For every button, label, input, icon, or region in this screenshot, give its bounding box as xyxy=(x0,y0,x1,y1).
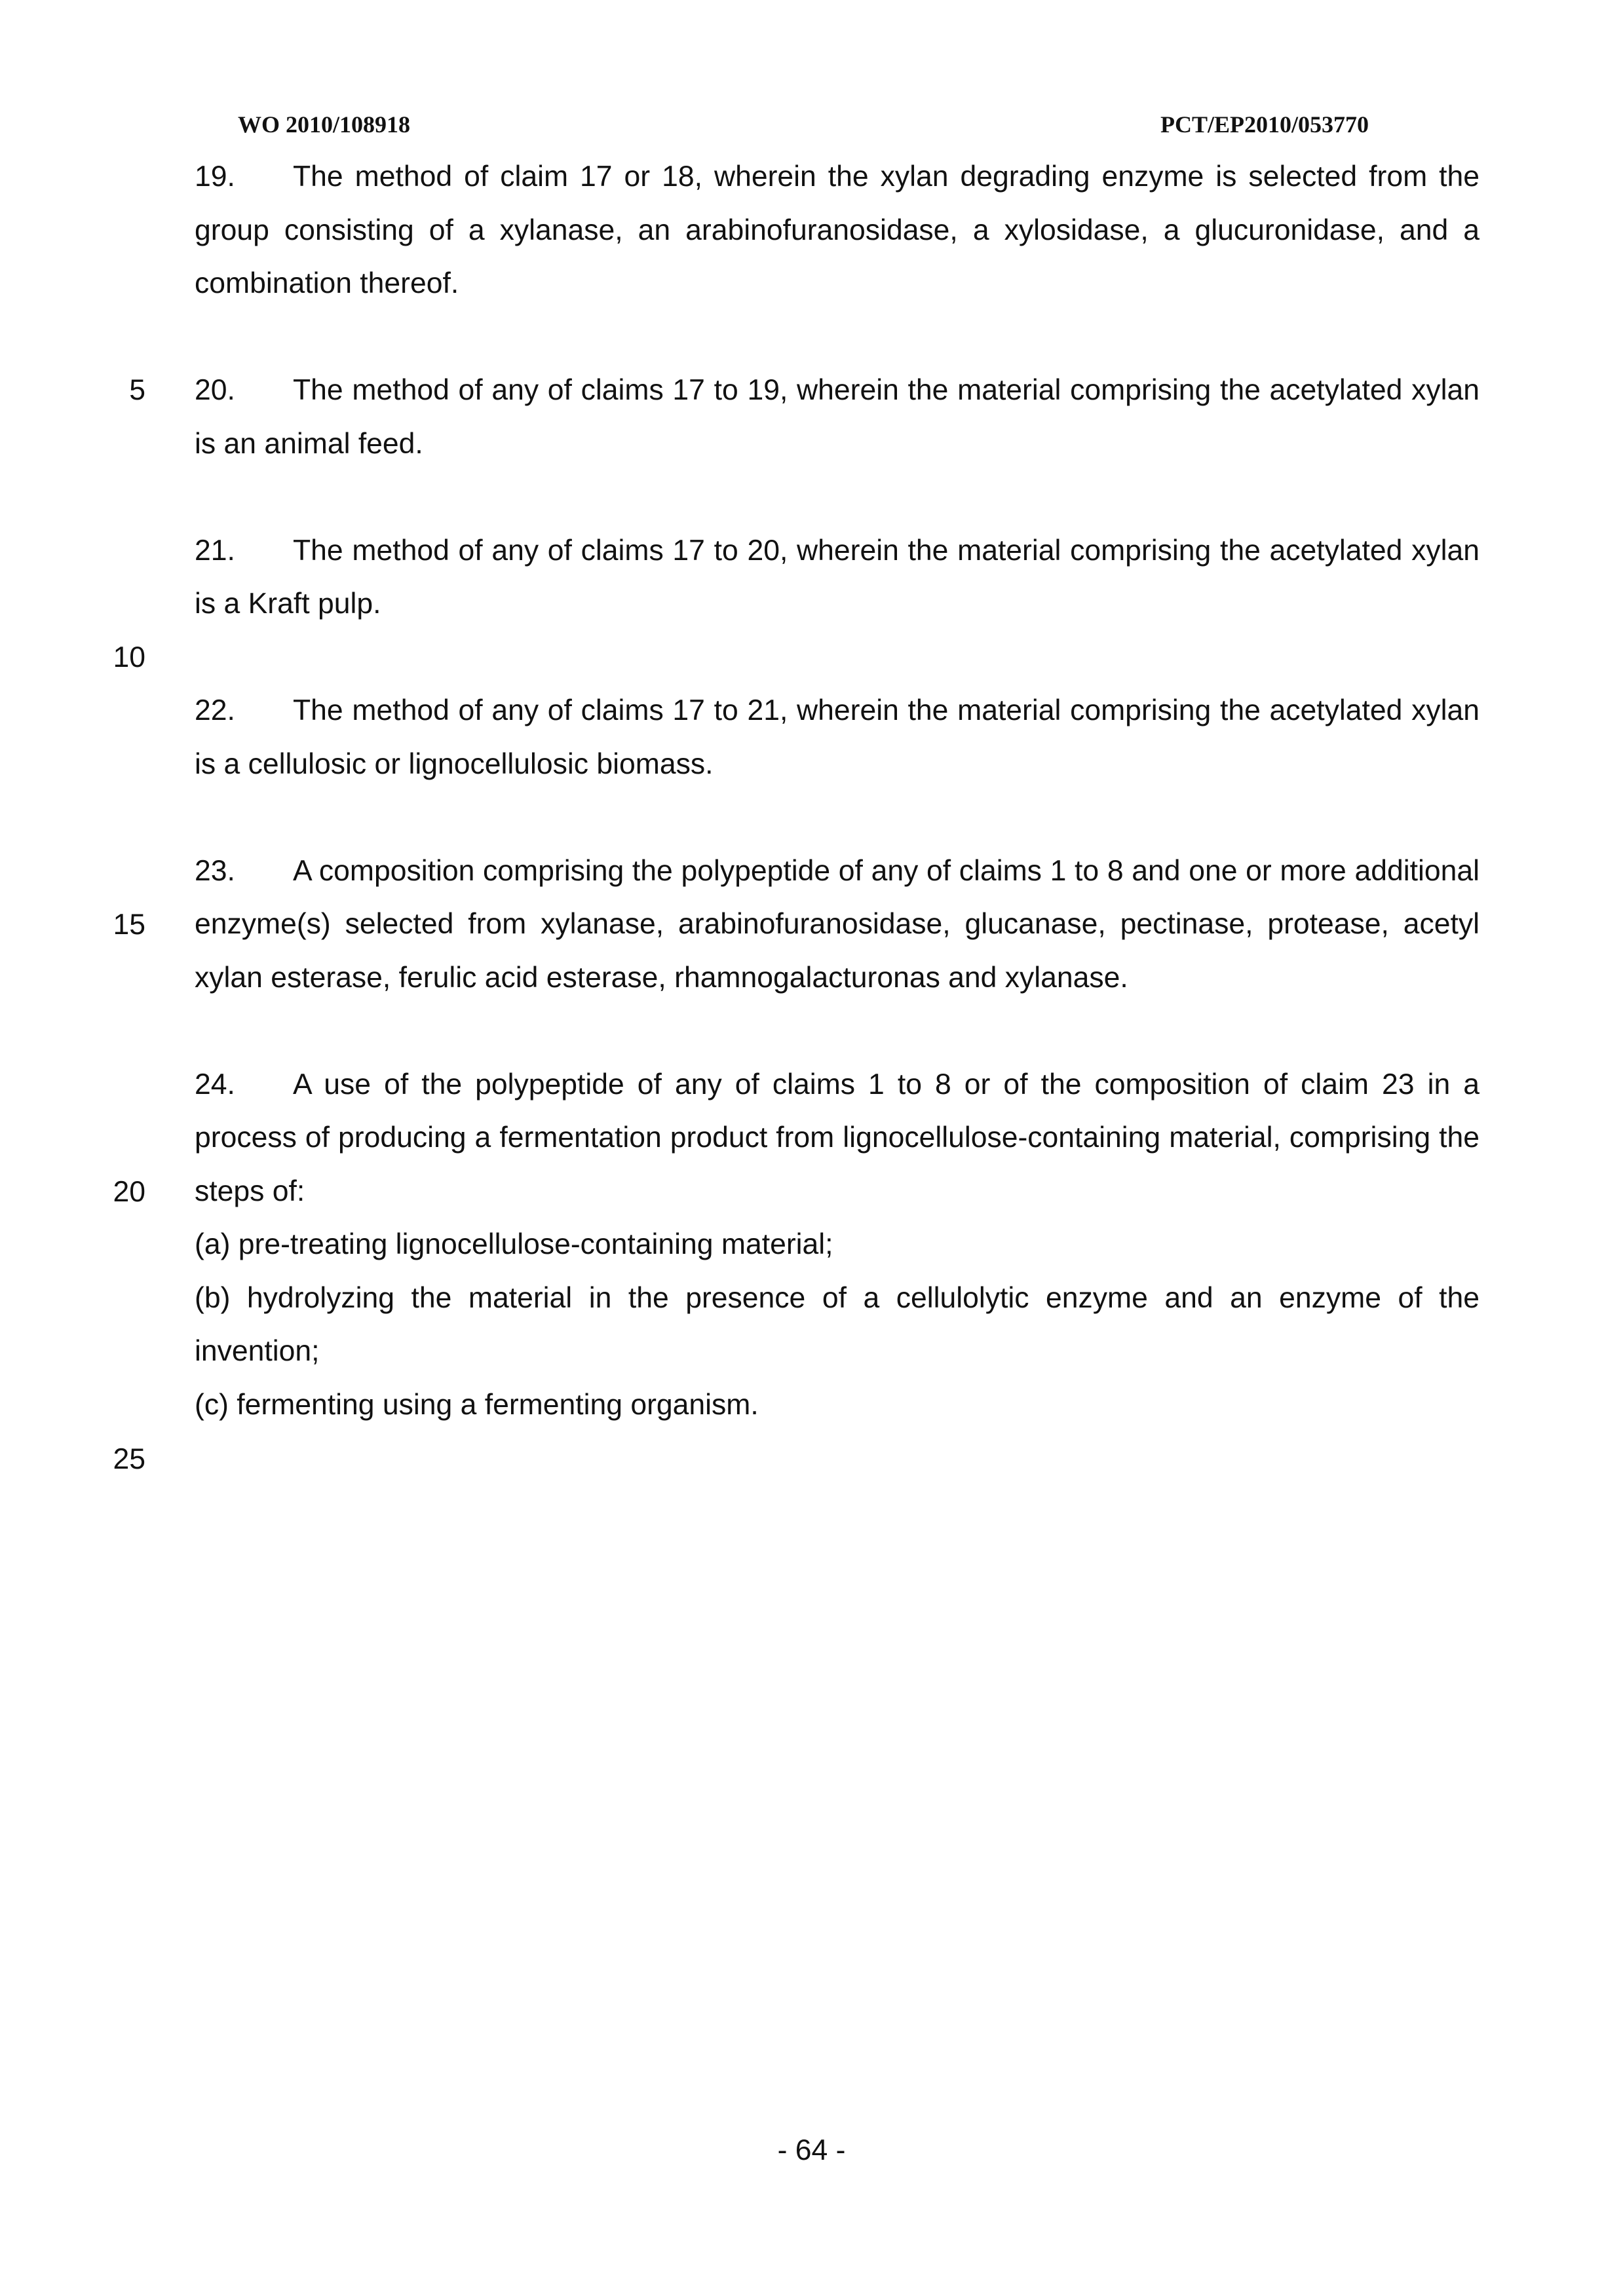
claim-step-c: (c) fermenting using a fermenting organism. xyxy=(195,1388,759,1421)
application-number: PCT/EP2010/053770 xyxy=(1160,111,1369,138)
claim-step-a: (a) pre-treating lignocellulose-containing material; xyxy=(195,1228,833,1260)
page-number: - 64 - xyxy=(777,2134,846,2166)
claims-section xyxy=(195,150,1480,1431)
claim-22 xyxy=(195,684,1480,791)
claim-text: The method of any of claims 17 to 19, wherein the material comprising the acetylated xylan is an animal feed. xyxy=(195,374,1480,460)
claim-text: A composition comprising the polypeptide of any of claims 1 to 8 and one or more additional enzyme(s) selected from xylanase, arabinofuranosidase, glucanase, pectinase, protease, acetyl xylan esterase, ferulic acid esterase, rhamnogalacturonas and xylanase. xyxy=(195,854,1480,994)
claim-text: The method of any of claims 17 to 21, wherein the material comprising the acetylated xylan is a cellulosic or lignocellulosic biomass. xyxy=(195,694,1480,780)
claim-number: 19. xyxy=(195,160,235,193)
line-number-25: 25 xyxy=(113,1443,145,1475)
line-number-20: 20 xyxy=(113,1176,145,1208)
claim-text: The method of claim 17 or 18, wherein the xylan degrading enzyme is selected from the group consisting of a xylanase, an arabinofuranosidase, a xylosidase, a glucuronidase, and a combination thereof. xyxy=(195,160,1480,299)
claim-24 xyxy=(195,1058,1480,1432)
claim-text: The method of any of claims 17 to 20, wherein the material comprising the acetylated xylan is a Kraft pulp. xyxy=(195,534,1480,620)
claim-23 xyxy=(195,844,1480,1005)
claim-number: 21. xyxy=(195,534,235,567)
claim-number: 24. xyxy=(195,1068,235,1101)
claim-number: 23. xyxy=(195,854,235,887)
line-number-5: 5 xyxy=(129,374,145,406)
claim-number: 22. xyxy=(195,694,235,726)
claim-number: 20. xyxy=(195,374,235,406)
claim-19 xyxy=(195,150,1480,311)
claim-text: A use of the polypeptide of any of claims 1 to 8 or of the composition of claim 23 in a process of producing a fermentation product from lignocellulose-containing material, comprising the steps of: xyxy=(195,1068,1480,1207)
claim-20 xyxy=(195,364,1480,470)
line-number-10: 10 xyxy=(113,641,145,673)
claim-step-b: (b) hydrolyzing the material in the presence of a cellulolytic enzyme and an enzyme of the invention; xyxy=(195,1281,1480,1367)
publication-number: WO 2010/108918 xyxy=(238,111,411,138)
line-number-15: 15 xyxy=(113,909,145,941)
claim-21 xyxy=(195,524,1480,631)
